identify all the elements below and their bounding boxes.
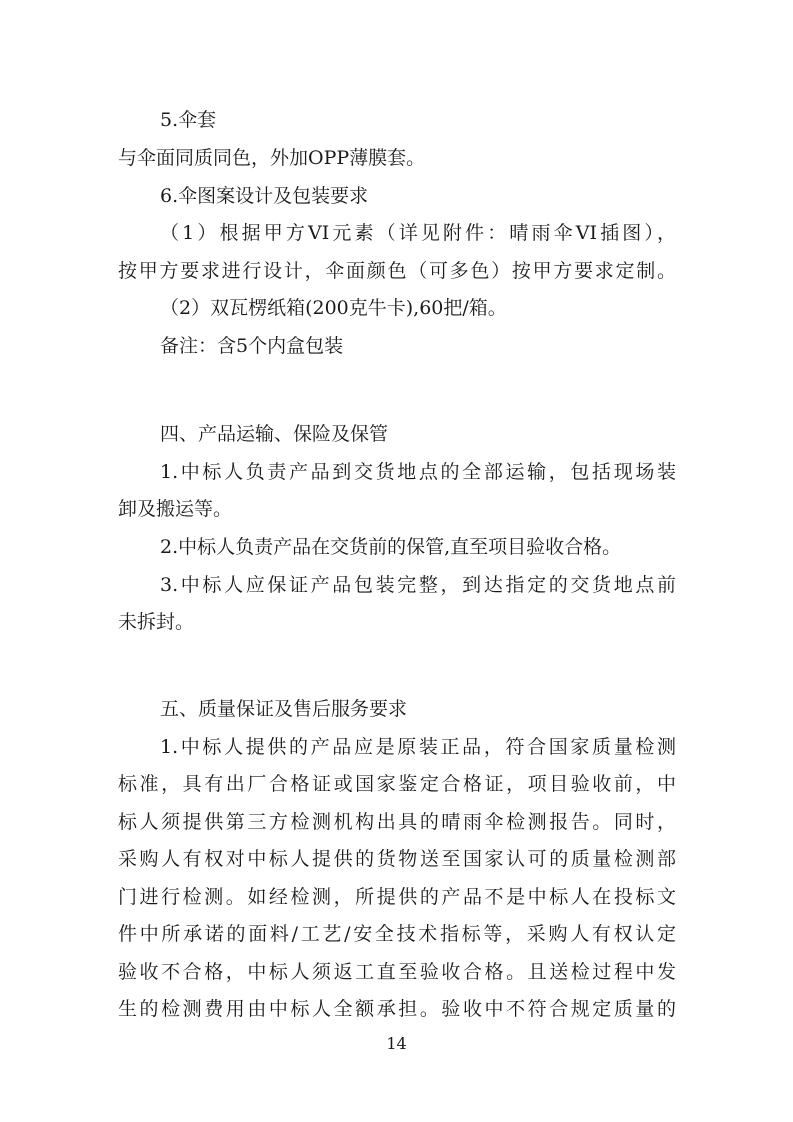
section-5-item-1-line1: 1.中标人提供的产品应是原装正品，符合国家质量检测 xyxy=(160,736,676,758)
item-6-1-line1: （1）根据甲方VI元素（详见附件：晴雨伞VI插图）， xyxy=(160,222,676,244)
section-5-item-1-line7: 验收不合格，中标人须返工直至验收合格。且送检过程中发 xyxy=(118,961,676,983)
section-5-item-1-line6: 件中所承诺的面料/工艺/安全技术指标等，采购人有权认定 xyxy=(118,923,676,945)
section-5-item-1-line3: 标人须提供第三方检测机构出具的晴雨伞检测报告。同时， xyxy=(118,811,676,833)
section-4-item-1-line1: 1.中标人负责产品到交货地点的全部运输，包括现场装 xyxy=(160,461,676,483)
section-5-item-1-line8: 生的检测费用由中标人全额承担。验收中不符合规定质量的 xyxy=(118,998,676,1020)
section-5-item-1-line2: 标准，具有出厂合格证或国家鉴定合格证，项目验收前，中 xyxy=(118,773,676,795)
section-5-heading: 五、质量保证及售后服务要求 xyxy=(160,698,408,720)
section-5-item-1-line5: 门进行检测。如经检测，所提供的产品不是中标人在投标文 xyxy=(118,886,676,908)
item-6-2: （2）双瓦楞纸箱(200克牛卡),60把/箱。 xyxy=(160,297,507,319)
item-6-heading: 6.伞图案设计及包装要求 xyxy=(160,185,369,207)
section-4-item-3-line2: 未拆封。 xyxy=(118,611,195,633)
section-4-heading: 四、产品运输、保险及保管 xyxy=(160,423,389,445)
page-number: 14 xyxy=(386,1034,407,1053)
remark: 备注：含5个内盒包装 xyxy=(160,335,344,357)
item-6-1-line2: 按甲方要求进行设计，伞面颜色（可多色）按甲方要求定制。 xyxy=(118,260,676,282)
section-5-item-1-line4: 采购人有权对中标人提供的货物送至国家认可的质量检测部 xyxy=(118,848,676,870)
section-4-item-1-line2: 卸及搬运等。 xyxy=(118,498,233,520)
item-5-heading: 5.伞套 xyxy=(160,109,217,131)
section-4-item-2: 2.中标人负责产品在交货前的保管,直至项目验收合格。 xyxy=(160,536,622,558)
item-5-text: 与伞面同质同色，外加OPP薄膜套。 xyxy=(118,147,426,169)
section-4-item-3-line1: 3.中标人应保证产品包装完整，到达指定的交货地点前 xyxy=(160,574,676,596)
